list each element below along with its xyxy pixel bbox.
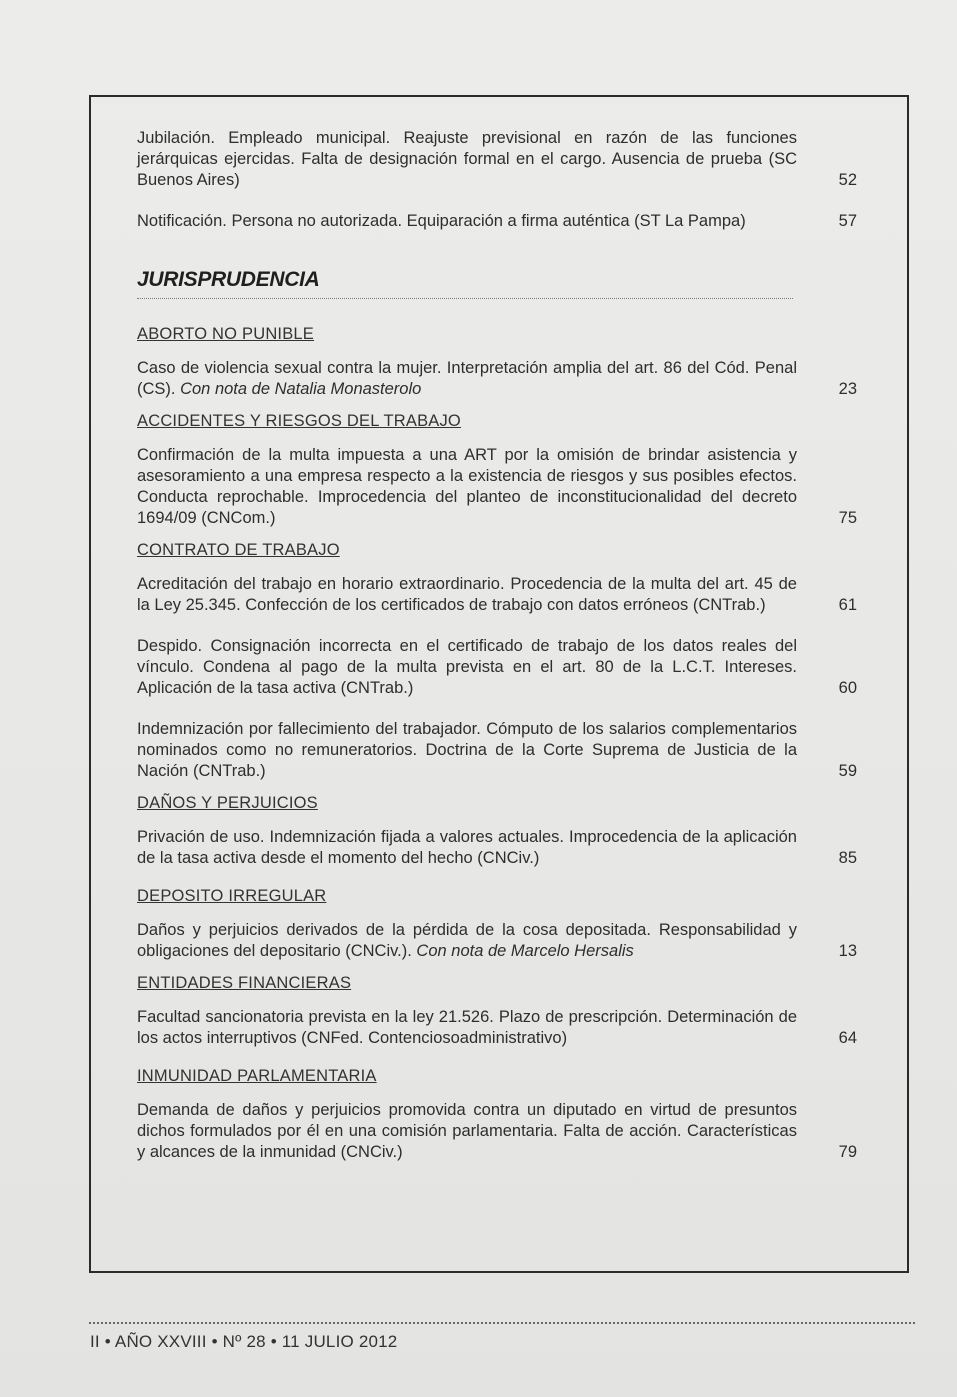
entry-text: Facultad sancionatoria prevista en la ley 21.526. Plazo de prescripción. Determinación de los actos interruptivos (CNFed. Contenciosoadministrativo) (137, 1008, 797, 1047)
entry-text: Caso de violencia sexual contra la mujer. Interpretación amplia del art. 86 del Cód. Penal (CS). (137, 359, 797, 398)
entry-note: Con nota de Natalia Monasterolo (180, 380, 422, 398)
entry-contrato-1 (137, 574, 857, 616)
subhead-accidentes: ACCIDENTES Y RIESGOS DEL TRABAJO (137, 412, 461, 430)
entry-text: Jubilación. Empleado municipal. Reajuste previsional en razón de las funciones jerárquicas ejercidas. Falta de designación formal en el cargo. Ausencia de prueba (SC Buenos Aires) (137, 129, 797, 189)
entry-page: 23 (838, 380, 857, 398)
entry-contrato-3 (137, 719, 857, 782)
entry-deposito (137, 920, 857, 962)
entry-page: 75 (838, 509, 857, 527)
entry-text: Despido. Consignación incorrecta en el certificado de trabajo de los datos reales del vínculo. Condena al pago de la multa prevista en el art. 80 de la L.C.T. Intereses. Aplicación de la tasa activa (CNTrab.) (137, 637, 797, 697)
entry-text: Notificación. Persona no autorizada. Equiparación a firma auténtica (ST La Pampa) (137, 212, 746, 230)
entry-text: Confirmación de la multa impuesta a una ART por la omisión de brindar asistencia y asesoramiento a una empresa respecto a la existencia de riesgos y sus posibles efectos. Conducta reprochable. Improcedencia del planteo de inconstitucionalidad del decreto 1694/09 (CNCom.) (137, 446, 797, 527)
entry-aborto (137, 358, 857, 400)
entry-danos (137, 827, 857, 869)
summary-content (137, 128, 857, 1163)
entry-jubilacion (137, 128, 857, 191)
entry-page: 13 (838, 942, 857, 960)
page-footer: II • AÑO XXVIII • Nº 28 • 11 JULIO 2012 (90, 1332, 398, 1351)
entry-page: 64 (838, 1029, 857, 1047)
entry-entidades (137, 1007, 857, 1049)
subhead-inmunidad: INMUNIDAD PARLAMENTARIA (137, 1067, 377, 1085)
entry-text: Acreditación del trabajo en horario extraordinario. Procedencia de la multa del art. 45 de la Ley 25.345. Confección de los certificados de trabajo con datos erróneos (CNTrab.) (137, 575, 797, 614)
entry-page: 79 (838, 1143, 857, 1161)
subhead-danos: DAÑOS Y PERJUICIOS (137, 794, 318, 812)
entry-contrato-2 (137, 636, 857, 699)
entry-page: 61 (838, 596, 857, 614)
entry-accidentes (137, 445, 857, 529)
subhead-entidades: ENTIDADES FINANCIERAS (137, 974, 352, 992)
entry-text: Daños y perjuicios derivados de la pérdida de la cosa depositada. Responsabilidad y obligaciones del depositario (CNCiv.). (137, 921, 797, 960)
entry-notificacion (137, 211, 857, 232)
subhead-deposito: DEPOSITO IRREGULAR (137, 887, 327, 905)
entry-note: Con nota de Marcelo Hersalis (416, 942, 634, 960)
entry-inmunidad (137, 1100, 857, 1163)
section-title-jurisprudencia: JURISPRUDENCIA (137, 268, 793, 299)
entry-text: Demanda de daños y perjuicios promovida contra un diputado en virtud de presuntos dichos formulados por él en una comisión parlamentaria. Falta de acción. Características y alcances de la inmunidad (CNCiv.) (137, 1101, 797, 1161)
entry-page: 85 (838, 849, 857, 867)
entry-page: 52 (838, 171, 857, 189)
subhead-contrato: CONTRATO DE TRABAJO (137, 541, 340, 559)
footer-divider (89, 1322, 915, 1324)
entry-page: 59 (838, 762, 857, 780)
entry-text: Indemnización por fallecimiento del trabajador. Cómputo de los salarios complementarios nominados como no remuneratorios. Doctrina de la Corte Suprema de Justicia de la Nación (CNTrab.) (137, 720, 797, 780)
entry-page: 60 (838, 679, 857, 697)
subhead-aborto: ABORTO NO PUNIBLE (137, 325, 315, 343)
entry-text: Privación de uso. Indemnización fijada a valores actuales. Improcedencia de la aplicación de la tasa activa desde el momento del hecho (CNCiv.) (137, 828, 797, 867)
entry-page: 57 (838, 212, 857, 230)
